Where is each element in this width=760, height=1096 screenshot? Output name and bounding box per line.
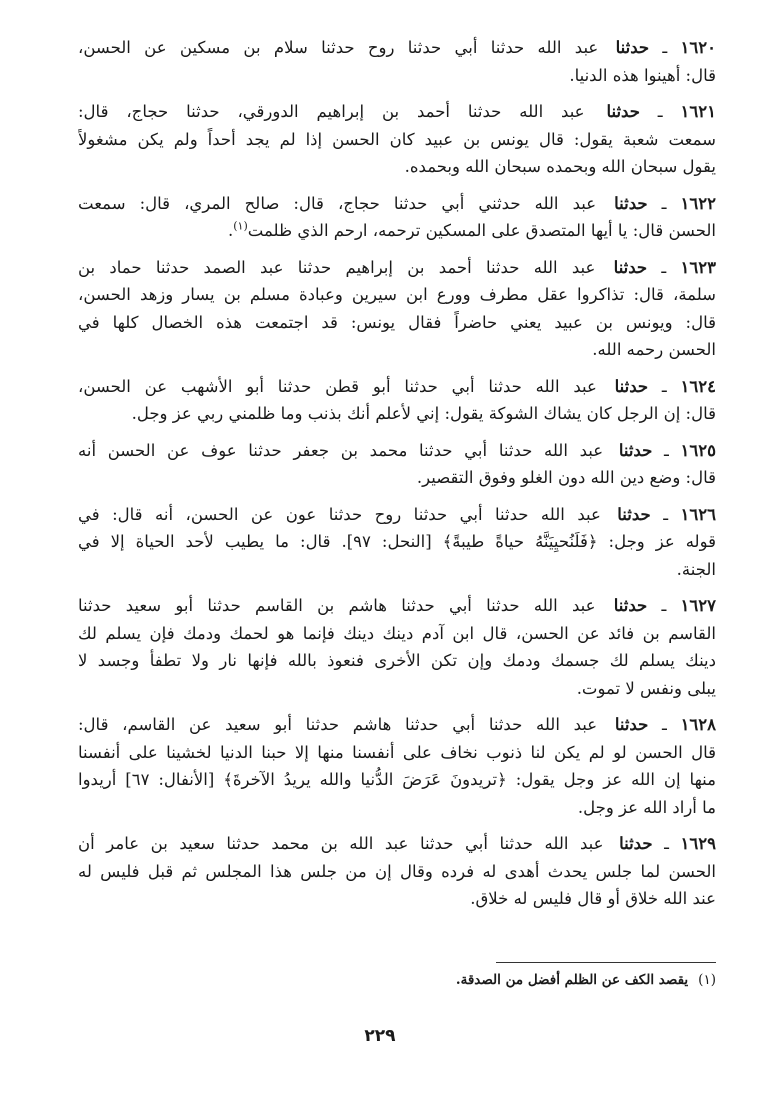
text-line: قال: وضع دين الله دون الغلو وفوق التقصير. bbox=[416, 468, 716, 487]
text-line: قال: ويونس بن عبيد يعني حاضراً فقال يونس: قد اجتمعت هذه الخصال كلها في bbox=[78, 312, 716, 332]
line-text: الحسن قال: يا أيها المتصدق على المسكين ترحمه، ارحم الذي ظلمت bbox=[247, 221, 716, 240]
entry-1622 bbox=[78, 190, 716, 245]
entry-lead-word: حدثنا bbox=[614, 715, 649, 734]
text-line: يبلى ونفس لا تموت. bbox=[576, 678, 716, 698]
entry-number: ١٦٢٠ bbox=[680, 38, 716, 57]
entry-number: ١٦٢٢ bbox=[680, 193, 716, 213]
entry-lead-word: حدثنا bbox=[614, 376, 649, 396]
entry-lead-word: حدثنا bbox=[618, 440, 653, 460]
entry-lead-word: حدثنا bbox=[606, 102, 640, 121]
entry-lead-word: حدثنا bbox=[617, 504, 651, 524]
entry-1620 bbox=[78, 34, 716, 89]
line-text: ـ حدثنا عبد الله حدثني أبي حدثنا حجاج، قال: صالح المري، قال: سمعت bbox=[78, 193, 667, 213]
text-line bbox=[78, 98, 716, 126]
text-line: الحسن رحمه الله. bbox=[592, 340, 716, 359]
line-text: ـ حدثنا عبد الله حدثنا أبي حدثنا أبو قطن حدثنا أبو الأشهب عن الحسن، bbox=[78, 376, 667, 396]
text-line: القاسم بن فائد عن الحسن، قال ابن آدم دينك دينك فإنما هو لحمك ودمك فإن يسلم لك bbox=[78, 623, 716, 643]
entry-lead-word: حدثنا bbox=[613, 596, 648, 615]
text-line: يقول سبحان الله وبحمده سبحان الله وبحمده. bbox=[404, 157, 716, 176]
text-line bbox=[78, 254, 716, 282]
entry-1628 bbox=[78, 711, 716, 821]
text-line: الحسن قال: يا أيها المتصدق على المسكين ترحمه، ارحم الذي ظلمت$^{(١)}$. bbox=[228, 219, 716, 240]
entry-number: ١٦٢٤ bbox=[680, 376, 716, 396]
entry-number: ١٦٢٥ bbox=[680, 440, 716, 460]
text-line bbox=[78, 437, 716, 465]
entry-1625 bbox=[78, 437, 716, 492]
text-line: سلمة، قال: تذاكروا عقل مطرف وورع ابن سيرين وعبادة مسلم بن يسار وزهد الحسن، bbox=[78, 285, 716, 304]
entry-lead-word: حدثنا bbox=[613, 257, 648, 277]
entry-lead-word: حدثنا bbox=[615, 38, 650, 57]
text-line: قال: أهينوا هذه الدنيا. bbox=[569, 65, 716, 85]
footnote bbox=[78, 972, 716, 988]
line-text: ـ حدثنا عبد الله حدثنا أحمد بن إبراهيم حدثنا عبد الصمد حدثنا حماد بن bbox=[78, 257, 667, 277]
text-line bbox=[78, 711, 716, 739]
text-line: منها إن الله عز وجل يقول: ﴿تريدونَ عَرَضَ الدُّنيا والله يريدُ الآخرةَ﴾ [الأنفال: ٦٧] أريدوا bbox=[78, 770, 716, 789]
entry-number: ١٦٢٧ bbox=[680, 596, 716, 615]
entry-1626 bbox=[78, 501, 716, 584]
entry-1621 bbox=[78, 98, 716, 181]
entry-1629 bbox=[78, 830, 716, 913]
text-line: ما أراد الله عز وجل. bbox=[577, 797, 716, 817]
line-text: ـ حدثنا عبد الله حدثنا أبي حدثنا عبد الله بن محمد حدثنا سعيد بن عامر أن bbox=[78, 834, 669, 853]
entry-1623 bbox=[78, 254, 716, 364]
line-text: ـ حدثنا عبد الله حدثنا أبي حدثنا هاشم بن القاسم حدثنا أبو سعيد حدثنا bbox=[78, 596, 667, 615]
text-line bbox=[78, 34, 716, 62]
footnote-number: (١) bbox=[698, 972, 716, 988]
entry-number: ١٦٢٣ bbox=[680, 257, 716, 277]
text-line: سمعت شعبة يقول: قال يونس بن عبيد كان الحسن إذا لم يجد أحداً ولم يكن مشغولاً bbox=[78, 129, 716, 149]
text-line: الجنة. bbox=[676, 559, 716, 579]
line-text: ـ حدثنا عبد الله حدثنا أحمد بن إبراهيم الدورقي، حدثنا حجاج، قال: bbox=[78, 102, 663, 121]
footnote-marker[interactable]: (١) bbox=[233, 219, 248, 233]
entry-number: ١٦٢٨ bbox=[680, 715, 716, 734]
text-line: قال: إن الرجل كان يشاك الشوكة يقول: إني لأعلم أنك بذنب وما ظلمني ربي عز وجل. bbox=[131, 404, 716, 423]
text-line bbox=[78, 592, 716, 620]
entry-1627 bbox=[78, 592, 716, 702]
text-line: الحسن لما جلس يحدث أهدى له فرده وقال إن من جلس هذا المجلس ثم قبل فليس له bbox=[78, 861, 716, 881]
footnote-text: يقصد الكف عن الظلم أفضل من الصدقة. bbox=[455, 972, 689, 988]
line-text: ـ حدثنا عبد الله حدثنا أبي حدثنا روح حدثنا سلام بن مسكين عن الحسن، bbox=[78, 38, 668, 57]
text-line: قوله عز وجل: ﴿فَلَنُحيِيَنَّهُ حياةً طيبةً﴾ [النحل: ٩٧]. قال: ما يطيب لأحد الحياة إلا في bbox=[78, 532, 716, 551]
entry-number: ١٦٢٦ bbox=[680, 504, 716, 524]
entry-number: ١٦٢١ bbox=[680, 102, 716, 121]
entry-lead-word: حدثنا bbox=[619, 834, 653, 853]
line-text: ـ حدثنا عبد الله حدثنا أبي حدثنا روح حدثنا عون عن الحسن، أنه قال: في bbox=[78, 504, 669, 524]
entry-lead-word: حدثنا bbox=[614, 193, 648, 213]
entry-number: ١٦٢٩ bbox=[680, 834, 716, 853]
text-line: دينك يسلم لك جسمك ودمك وإن تكن الأخرى فنعوذ بالله فإنها نار ولا تطفأ وجسد لا bbox=[78, 651, 716, 670]
text-line bbox=[78, 501, 716, 529]
page-number: ٢٢٩ bbox=[364, 1026, 396, 1046]
entry-1624 bbox=[78, 373, 716, 428]
text-line: عند الله خلاق أو قال فليس له خلاق. bbox=[470, 889, 716, 908]
line-text: ـ حدثنا عبد الله حدثنا أبي حدثنا هاشم حدثنا أبو سعيد عن القاسم، قال: bbox=[78, 715, 667, 734]
line-text: ـ حدثنا عبد الله حدثنا أبي حدثنا محمد بن جعفر حدثنا عوف عن الحسن أنه bbox=[78, 440, 669, 460]
text-line bbox=[78, 190, 716, 218]
text-line bbox=[78, 830, 716, 858]
footnote-divider bbox=[496, 962, 716, 963]
text-line: قال الحسن لو لم يكن لنا ذنوب نخاف على أنفسنا منها إلا حبنا الدنيا لخشينا على أنفسنا bbox=[78, 742, 716, 762]
text-line bbox=[78, 373, 716, 401]
